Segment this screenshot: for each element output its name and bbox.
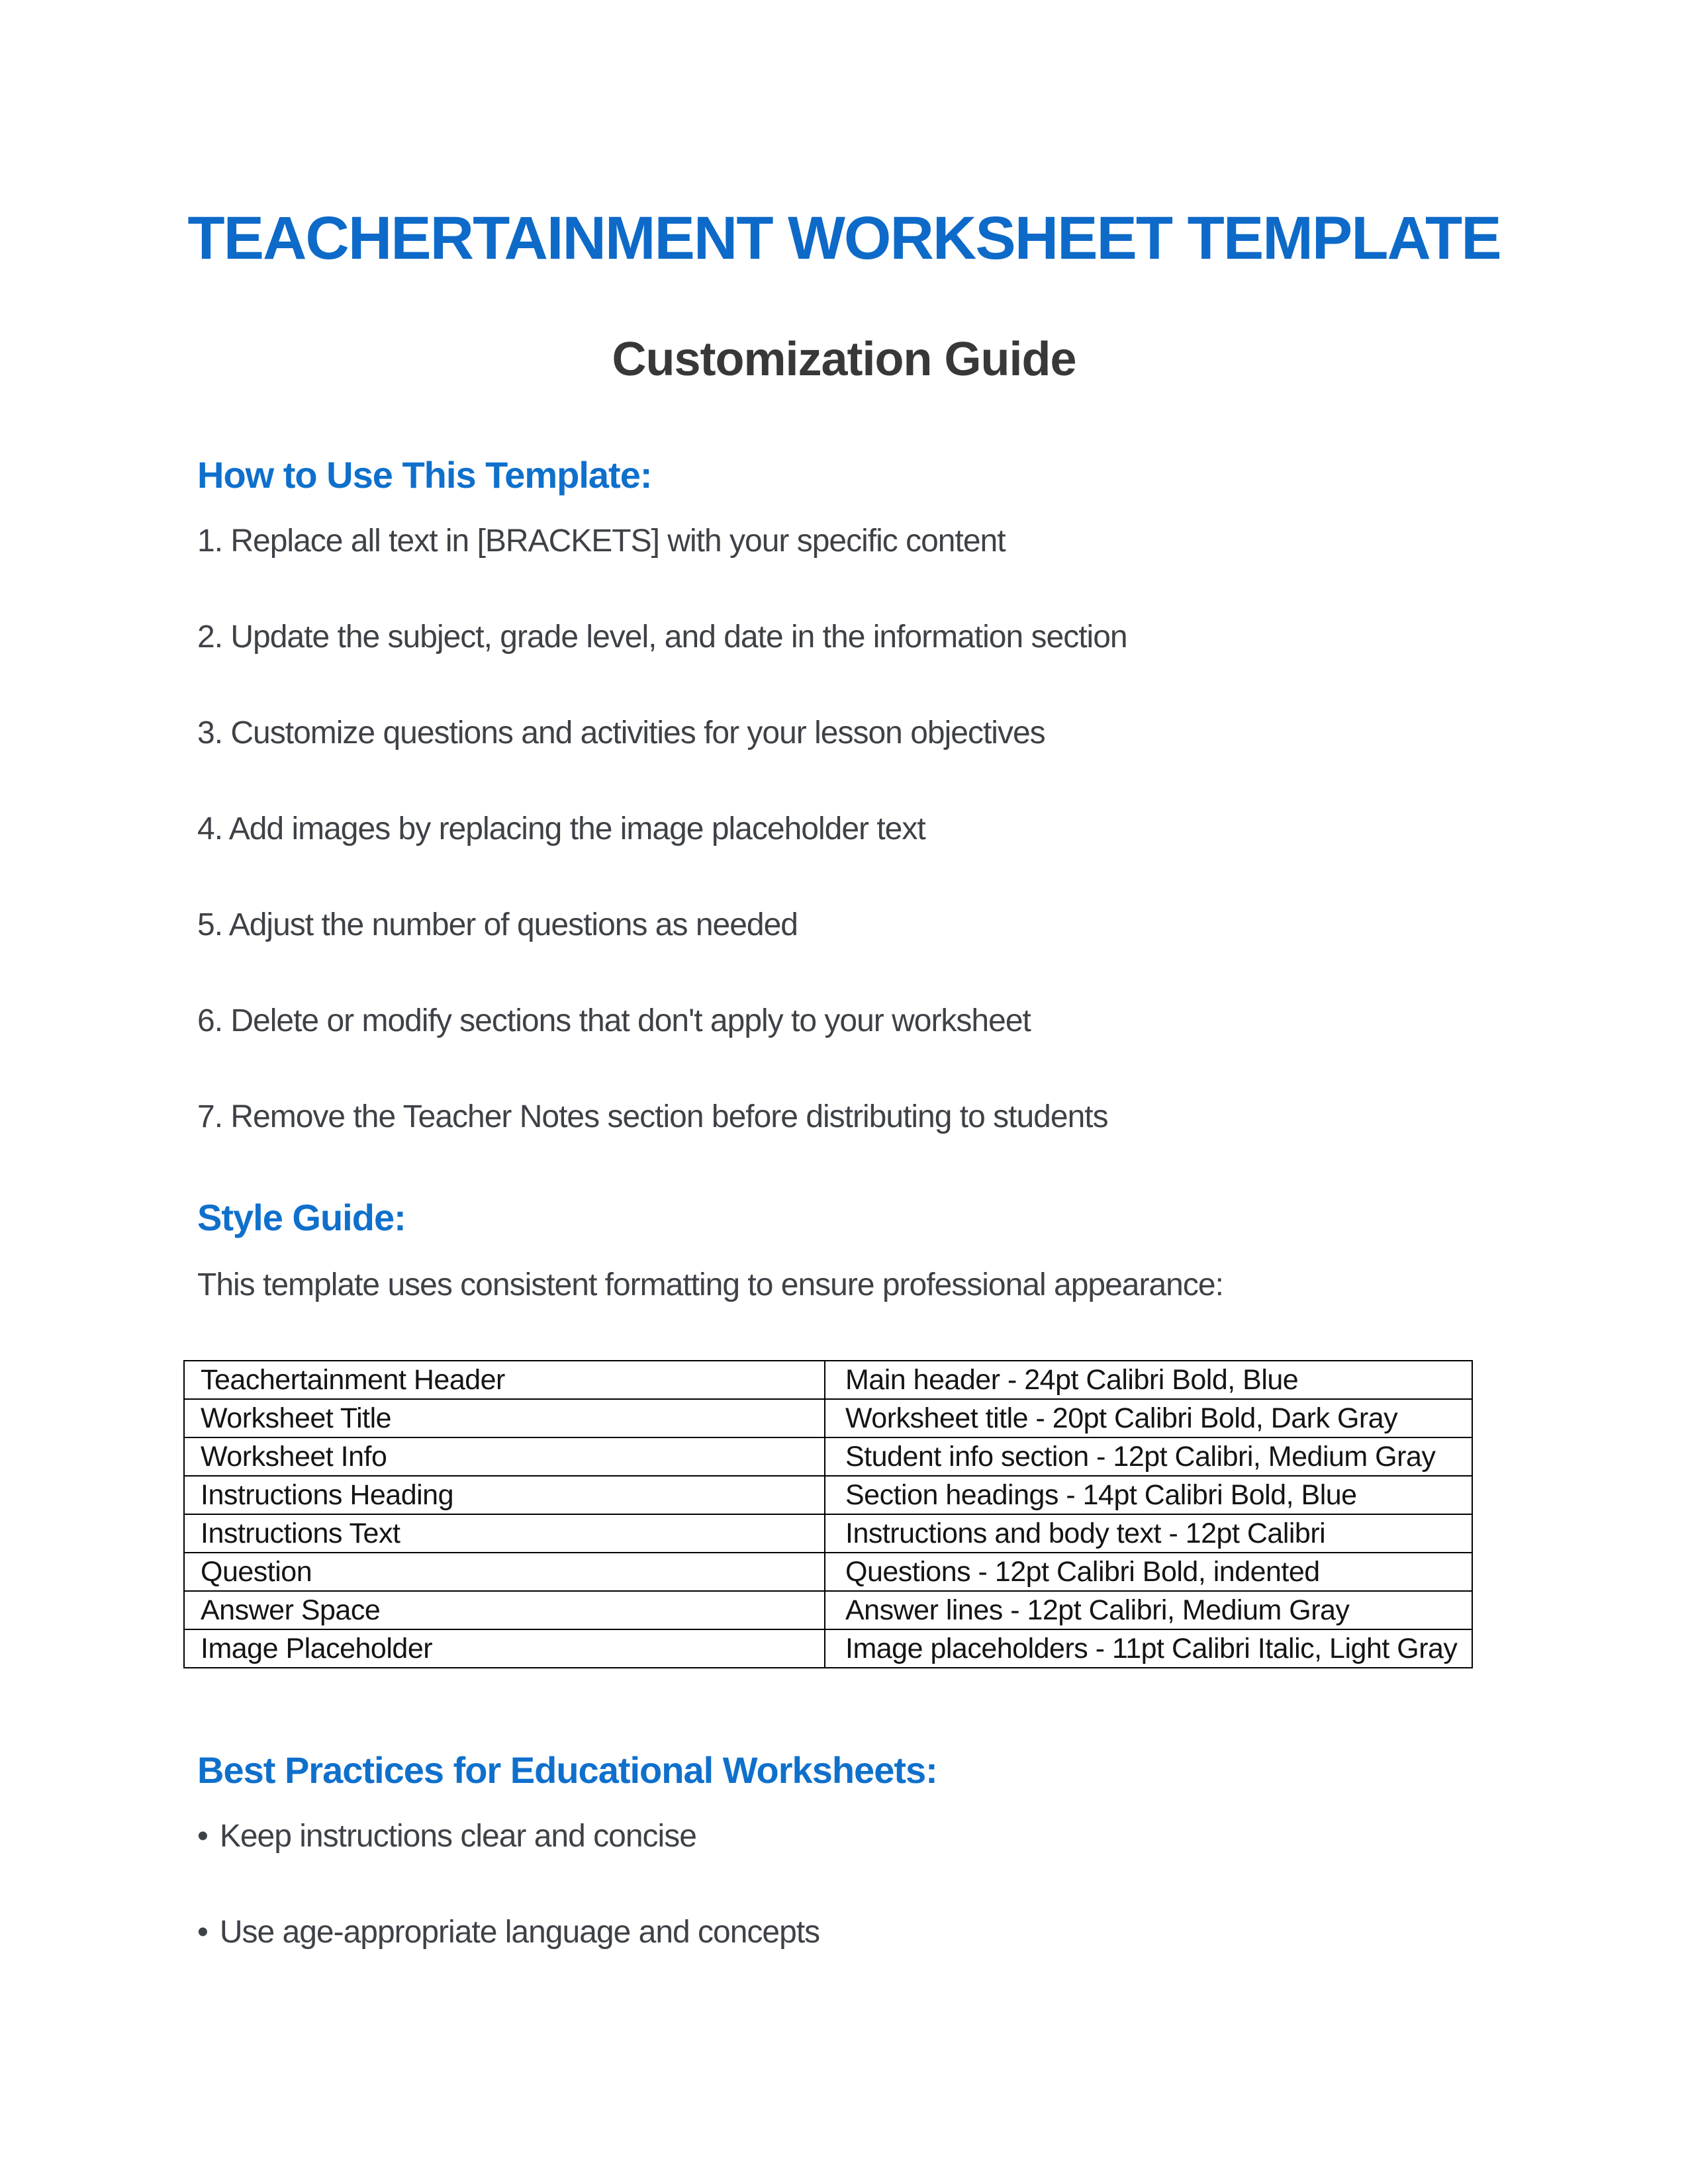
style-description-cell: Student info section - 12pt Calibri, Medium Gray <box>825 1437 1472 1476</box>
how-to-step-7: 7. Remove the Teacher Notes section before distributing to students <box>197 1099 1108 1134</box>
best-practice-text: Use age-appropriate language and concepts <box>219 1915 820 1950</box>
style-description-cell: Instructions and body text - 12pt Calibri <box>825 1514 1472 1553</box>
table-row <box>184 1629 1472 1668</box>
how-to-step-6: 6. Delete or modify sections that don't apply to your worksheet <box>197 1003 1031 1038</box>
table-row <box>184 1437 1472 1476</box>
style-element-cell: Instructions Text <box>184 1514 825 1553</box>
how-to-step-3: 3. Customize questions and activities for your lesson objectives <box>197 715 1045 751</box>
table-row <box>184 1553 1472 1591</box>
best-practice-bullet-1 <box>197 1821 696 1852</box>
bullet-marker: • <box>197 1819 208 1854</box>
style-element-cell: Image Placeholder <box>184 1629 825 1668</box>
section-heading-best-practices: Best Practices for Educational Worksheets: <box>197 1749 937 1791</box>
style-element-cell: Worksheet Info <box>184 1437 825 1476</box>
how-to-step-5: 5. Adjust the number of questions as needed <box>197 907 798 942</box>
table-row <box>184 1399 1472 1437</box>
style-description-cell: Main header - 24pt Calibri Bold, Blue <box>825 1361 1472 1399</box>
best-practice-bullet-2 <box>197 1917 820 1948</box>
how-to-step-2: 2. Update the subject, grade level, and date in the information section <box>197 619 1127 655</box>
style-element-cell: Answer Space <box>184 1591 825 1629</box>
style-description-cell: Worksheet title - 20pt Calibri Bold, Dark Gray <box>825 1399 1472 1437</box>
style-element-cell: Teachertainment Header <box>184 1361 825 1399</box>
bullet-marker: • <box>197 1915 208 1950</box>
section-heading-how-to-use: How to Use This Template: <box>197 454 652 496</box>
style-description-cell: Answer lines - 12pt Calibri, Medium Gray <box>825 1591 1472 1629</box>
table-row <box>184 1514 1472 1553</box>
style-description-cell: Image placeholders - 11pt Calibri Italic, Light Gray <box>825 1629 1472 1668</box>
style-element-cell: Instructions Heading <box>184 1476 825 1514</box>
table-row <box>184 1361 1472 1399</box>
how-to-step-1: 1. Replace all text in [BRACKETS] with your specific content <box>197 523 1006 559</box>
section-heading-style-guide: Style Guide: <box>197 1197 406 1238</box>
style-description-cell: Section headings - 14pt Calibri Bold, Blue <box>825 1476 1472 1514</box>
style-description-cell: Questions - 12pt Calibri Bold, indented <box>825 1553 1472 1591</box>
document-subtitle: Customization Guide <box>612 333 1076 386</box>
style-guide-intro: This template uses consistent formatting to ensure professional appearance: <box>197 1267 1223 1302</box>
best-practice-text: Keep instructions clear and concise <box>219 1819 696 1854</box>
table-row <box>184 1476 1472 1514</box>
document-title: TEACHERTAINMENT WORKSHEET TEMPLATE <box>187 205 1501 272</box>
how-to-step-4: 4. Add images by replacing the image placeholder text <box>197 811 925 846</box>
style-element-cell: Worksheet Title <box>184 1399 825 1437</box>
style-element-cell: Question <box>184 1553 825 1591</box>
style-guide-table <box>183 1360 1473 1668</box>
table-row <box>184 1591 1472 1629</box>
